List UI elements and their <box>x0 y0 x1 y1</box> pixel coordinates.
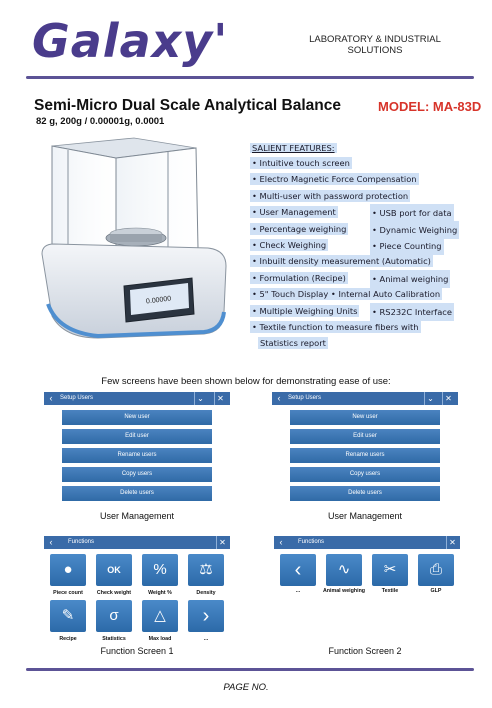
recipe-label: Recipe <box>59 636 77 642</box>
glp-label: GLP <box>430 588 442 594</box>
close-icon[interactable]: ✕ <box>442 392 454 405</box>
feature-item: • USB port for data <box>370 204 454 222</box>
panel-title: Setup Users <box>60 395 94 401</box>
model-number: MODEL: MA-83D <box>378 99 482 114</box>
header-divider <box>26 76 474 79</box>
company-tagline <box>300 34 450 56</box>
panel-titlebar <box>44 536 230 549</box>
feature-item: • Intuitive touch screen <box>252 158 350 168</box>
feature-item: Statistics report <box>260 338 326 349</box>
animal-weighing-icon[interactable]: ∿ <box>326 554 362 586</box>
feature-line <box>250 237 460 253</box>
screens-caption: Few screens have been shown below for demonstrating ease of use: <box>101 376 391 387</box>
feature-item: • Multi-user with password protection <box>252 190 409 201</box>
functions-panel-2 <box>274 536 460 606</box>
feature-line <box>250 286 460 302</box>
feature-item: • Textile function to measure fibers with <box>252 321 419 332</box>
panel-title: Functions <box>298 539 325 545</box>
animal-weighing-label: Animal weighing <box>322 588 366 594</box>
back-arrow-icon[interactable]: ‹ <box>49 393 53 403</box>
glp-icon[interactable]: ⎙ <box>418 554 454 586</box>
panel-titlebar <box>44 392 230 405</box>
new-user-button[interactable]: New user <box>290 410 440 425</box>
density-label: Density <box>196 590 216 596</box>
back-arrow-icon[interactable]: ‹ <box>49 537 53 547</box>
feature-line <box>250 270 460 286</box>
product-capacity: 82 g, 200g / 0.00001g, 0.0001 <box>36 116 165 127</box>
more-label: ... <box>203 636 209 642</box>
recipe-icon[interactable]: ✎ <box>50 600 86 632</box>
features-list <box>250 141 460 352</box>
feature-item: • Dynamic Weighing <box>370 221 459 239</box>
feature-line <box>250 155 460 171</box>
back-arrow-icon[interactable]: ‹ <box>279 537 283 547</box>
next-arrow-icon[interactable]: › <box>188 600 224 632</box>
feature-line <box>250 319 460 335</box>
panel-title: Setup Users <box>288 395 322 401</box>
user-management-label-1: User Management <box>99 511 175 521</box>
feature-item: • Multiple Weighing Units <box>252 305 358 316</box>
feature-item: • Inbuilt density measurement (Automatic) <box>252 256 431 267</box>
feature-line <box>250 221 460 237</box>
feature-item: • User Management <box>252 207 336 218</box>
check-weight-icon[interactable]: OK <box>96 554 132 586</box>
textile-icon[interactable]: ✂ <box>372 554 408 586</box>
max-load-label: Max load <box>148 636 172 642</box>
new-user-button[interactable]: New user <box>62 410 212 425</box>
textile-label: Textile <box>381 588 399 594</box>
balance-display-reading: 0.00000 <box>145 295 172 306</box>
feature-item: • 5" Touch Display • Internal Auto Calibration <box>252 289 441 300</box>
feature-item: • Animal weighing <box>370 270 450 288</box>
function-screen-2-label: Function Screen 2 <box>328 646 402 656</box>
user-management-label-2: User Management <box>327 511 403 521</box>
functions-panel-1 <box>44 536 230 646</box>
check-weight-label: Check weight <box>96 590 132 596</box>
panel-title: Functions <box>68 539 95 545</box>
feature-item: • RS232C Interface <box>370 303 454 321</box>
delete-users-button[interactable]: Delete users <box>62 486 212 501</box>
panel-titlebar <box>274 536 460 549</box>
edit-user-button[interactable]: Edit user <box>290 429 440 444</box>
feature-line <box>250 253 460 269</box>
feature-item: • Check Weighing <box>252 239 327 250</box>
chevron-down-icon[interactable]: ⌄ <box>194 392 206 405</box>
back-arrow-icon[interactable]: ‹ <box>277 393 281 403</box>
brand-logo: Galaxy' <box>32 14 229 68</box>
close-icon[interactable]: ✕ <box>214 392 226 405</box>
piece-count-icon[interactable]: ● <box>50 554 86 586</box>
max-load-icon[interactable]: △ <box>142 600 178 632</box>
piece-count-label: Piece count <box>53 590 83 596</box>
close-icon[interactable]: ✕ <box>216 536 228 549</box>
copy-users-button[interactable]: Copy users <box>62 467 212 482</box>
density-icon[interactable]: ⚖ <box>188 554 224 586</box>
feature-item: • Formulation (Recipe) <box>252 272 346 283</box>
statistics-icon[interactable]: σ <box>96 600 132 632</box>
close-icon[interactable]: ✕ <box>446 536 458 549</box>
delete-users-button[interactable]: Delete users <box>290 486 440 501</box>
feature-line <box>250 188 460 204</box>
feature-line <box>250 204 460 220</box>
weight-percent-label: Weight % <box>148 590 172 596</box>
previous-label: ... <box>295 588 301 594</box>
copy-users-button[interactable]: Copy users <box>290 467 440 482</box>
feature-item: • Percentage weighing <box>252 223 347 234</box>
function-screen-1-label: Function Screen 1 <box>100 646 174 656</box>
feature-line <box>250 171 460 187</box>
footer-divider <box>26 668 474 671</box>
tagline-line-2: SOLUTIONS <box>347 45 403 56</box>
rename-users-button[interactable]: Rename users <box>290 448 440 463</box>
setup-users-panel-2 <box>272 392 458 504</box>
edit-user-button[interactable]: Edit user <box>62 429 212 444</box>
feature-item: • Piece Counting <box>370 237 444 255</box>
statistics-label: Statistics <box>102 636 126 642</box>
features-heading: SALIENT FEATURES: <box>252 143 335 153</box>
product-title: Semi-Micro Dual Scale Analytical Balance <box>34 97 341 114</box>
panel-titlebar <box>272 392 458 405</box>
feature-line <box>250 303 460 319</box>
chevron-down-icon[interactable]: ⌄ <box>424 392 436 405</box>
weight-percent-icon[interactable]: % <box>142 554 178 586</box>
rename-users-button[interactable]: Rename users <box>62 448 212 463</box>
balance-illustration <box>38 136 238 354</box>
tagline-line-1: LABORATORY & INDUSTRIAL <box>309 34 441 45</box>
page-number: PAGE NO. <box>223 682 269 693</box>
feature-line <box>250 335 460 351</box>
setup-users-panel-1 <box>44 392 230 504</box>
back-arrow-icon[interactable]: ‹ <box>280 554 316 586</box>
feature-item: • Electro Magnetic Force Compensation <box>252 174 417 185</box>
